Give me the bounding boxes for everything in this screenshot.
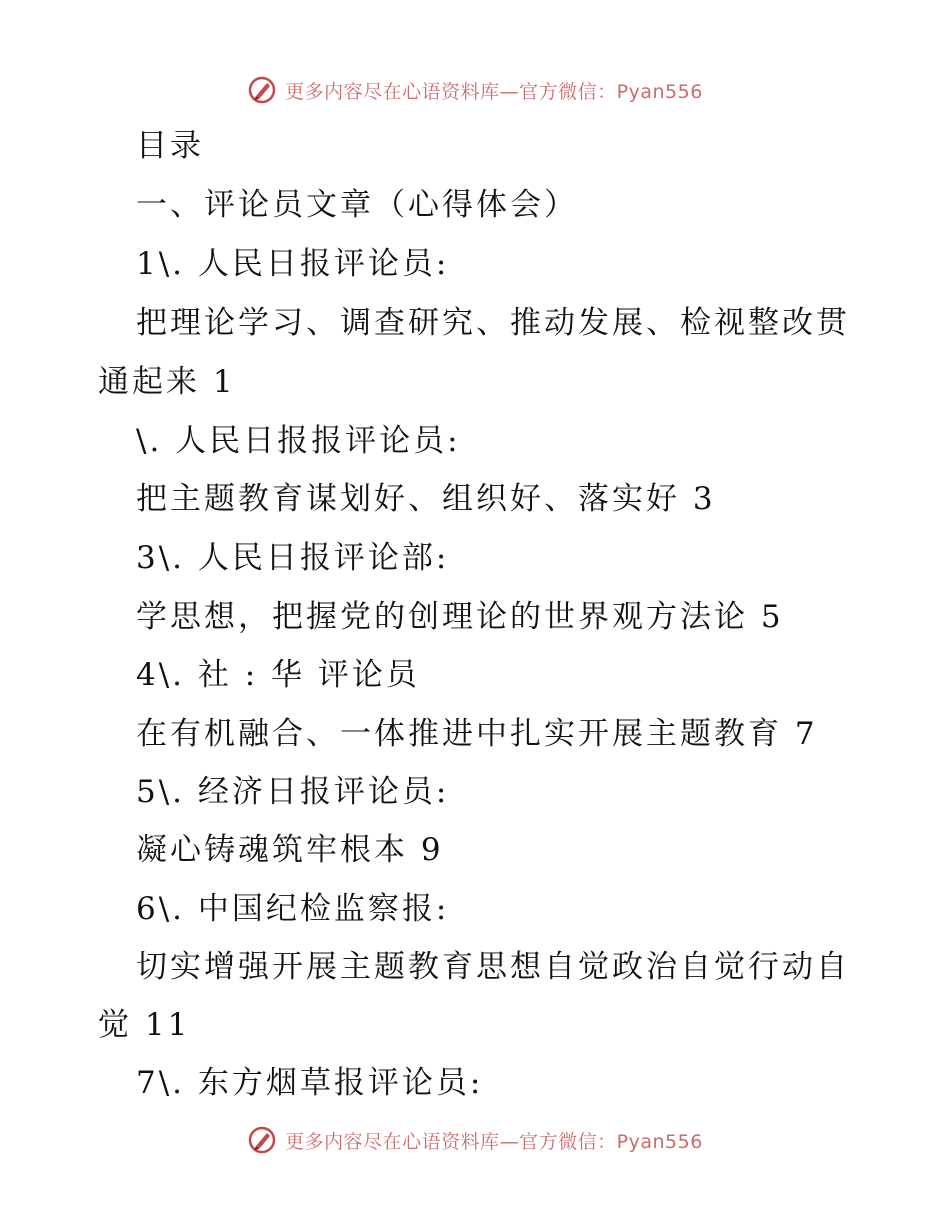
toc-entry-6-title[interactable]: 切实增强开展主题教育思想自觉政治自觉行动自: [136, 949, 850, 985]
toc-entry-2-title[interactable]: 把主题教育谋划好、组织好、落实好 3: [136, 481, 716, 517]
pen-logo-icon: [247, 75, 277, 105]
header-watermark: [0, 70, 950, 110]
watermark-text: 更多内容尽在心语资料库—官方微信：Pyan556: [285, 80, 703, 103]
toc-section-title: 一、评论员文章（心得体会）: [136, 187, 578, 223]
toc-entry-2-source[interactable]: \. 人民日报报评论员:: [136, 423, 461, 459]
toc-entry-4-source[interactable]: 4\. 社 : 华 评论员: [136, 657, 420, 693]
toc-entry-1-title[interactable]: 把理论学习、调查研究、推动发展、检视整改贯: [136, 305, 850, 341]
toc-entry-6-source[interactable]: 6\. 中国纪检监察报:: [136, 891, 450, 927]
toc-entry-4-title[interactable]: 在有机融合、一体推进中扎实开展主题教育 7: [136, 716, 818, 752]
toc-entry-1-title-cont[interactable]: 通起来 1: [98, 364, 236, 400]
pen-logo-icon: [247, 1125, 277, 1155]
toc-entry-1-source[interactable]: 1\. 人民日报评论员:: [136, 246, 450, 282]
toc-entry-6-title-cont[interactable]: 觉 11: [98, 1007, 191, 1043]
toc-entry-7-source[interactable]: 7\. 东方烟草报评论员:: [136, 1065, 484, 1101]
footer-watermark: [0, 1120, 950, 1160]
toc-entry-5-title[interactable]: 凝心铸魂筑牢根本 9: [136, 832, 444, 868]
toc-entry-3-source[interactable]: 3\. 人民日报评论部:: [136, 540, 450, 576]
watermark-text: 更多内容尽在心语资料库—官方微信：Pyan556: [285, 1130, 703, 1153]
toc-entry-3-title[interactable]: 学思想，把握党的创理论的世界观方法论 5: [136, 599, 784, 635]
toc-heading: 目录: [136, 128, 204, 164]
toc-entry-5-source[interactable]: 5\. 经济日报评论员:: [136, 774, 450, 810]
